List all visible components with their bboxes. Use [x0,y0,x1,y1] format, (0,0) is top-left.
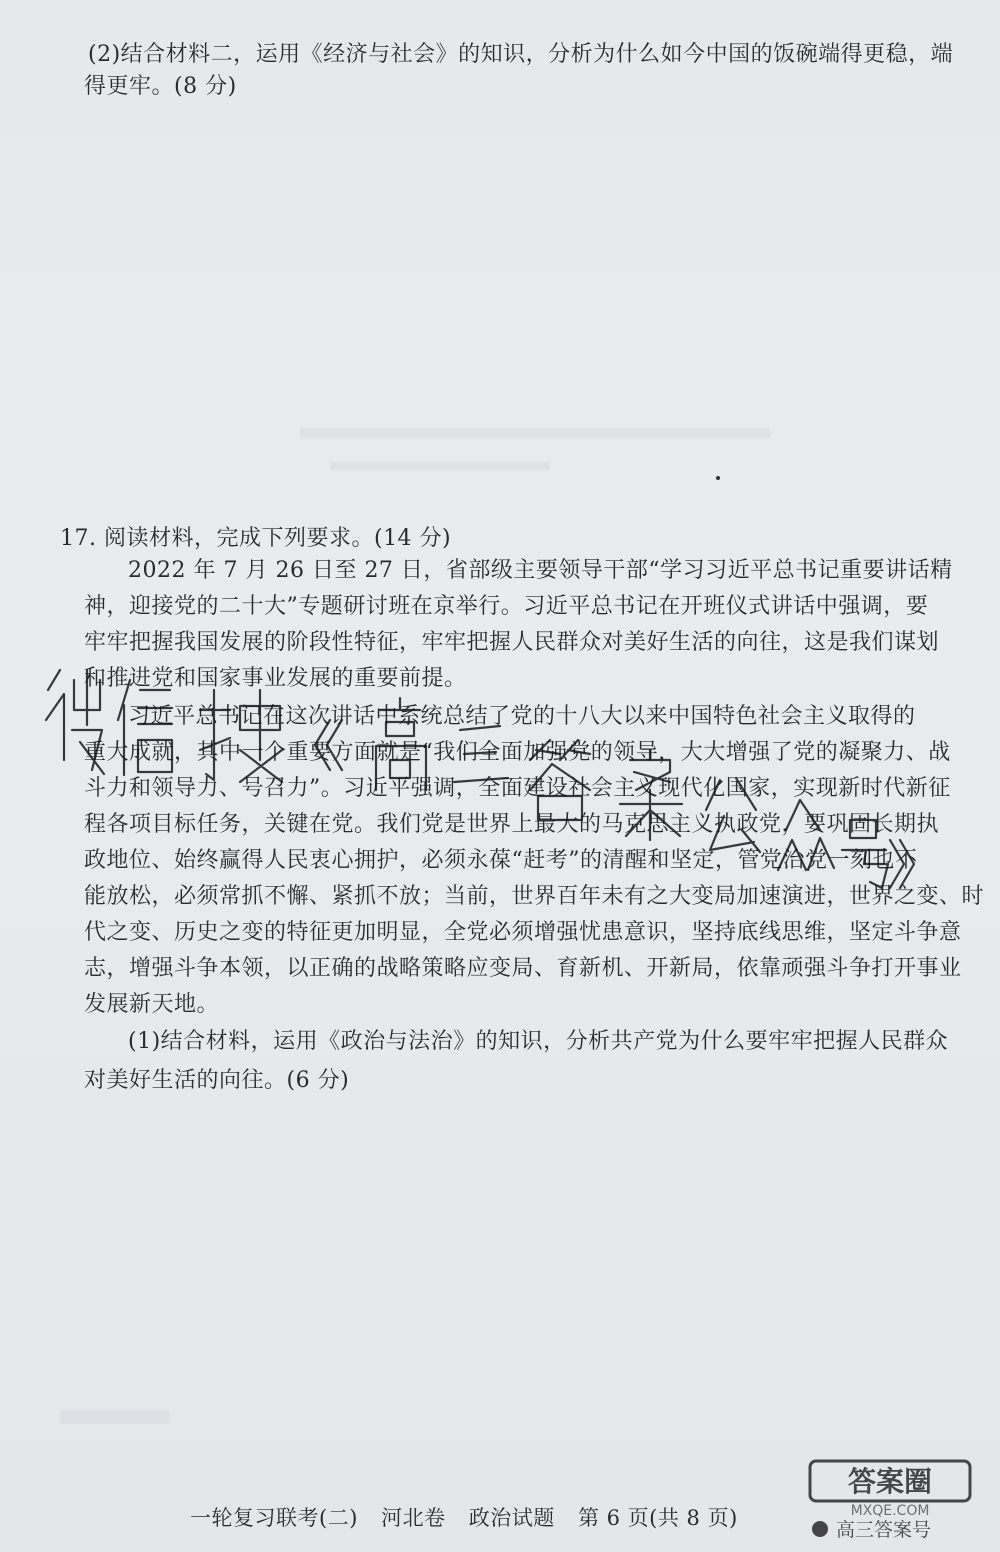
material-paragraph2-line: 志，增强斗争本领，以正确的战略策略应变局、育新机、开新局，依靠顽强斗争打开事业 [84,956,962,981]
question-17-heading: 17. 阅读材料，完成下列要求。(14 分) [60,526,452,551]
footer-subject: 政治试题 [468,1506,555,1530]
ink-dot [716,476,720,480]
material-paragraph2-line: 习近平总书记在这次讲话中系统总结了党的十八大以来中国特色社会主义取得的 [128,704,916,729]
question-17-part1-line2: 对美好生活的向往。(6 分) [84,1068,350,1093]
material-paragraph2-line: 重大成就，其中一个重要方面就是“我们全面加强党的领导，大大增强了党的凝聚力、战 [84,740,951,765]
question-16-part2-line2: 得更牢。(8 分) [84,74,237,99]
footer-page-number: 第 6 页(共 8 页) [577,1506,738,1530]
material-paragraph2-line: 政地位、始终赢得人民衷心拥护，必须永葆“赶考”的清醒和坚定，管党治党一刻也不 [84,848,918,873]
show-through-smudge [330,462,550,470]
material-paragraph1-line: 神，迎接党的二十大”专题研讨班在京举行。习近平总书记在开班仪式讲话中强调，要 [84,594,929,619]
corner-watermark-logo [800,1455,990,1545]
material-paragraph2-line: 程各项目标任务，关键在党。我们党是世界上最大的马克思主义执政党，要巩固长期执 [84,812,940,837]
material-paragraph1-line: 2022 年 7 月 26 日至 27 日，省部级主要领导干部“学习习近平总书记重要讲话精 [128,558,953,583]
material-paragraph2-line: 发展新天地。 [84,992,220,1017]
material-paragraph1-line: 牢牢把握我国发展的阶段性特征，牢牢把握人民群众对美好生活的向往，这是我们谋划 [84,630,940,655]
show-through-smudge [300,428,770,438]
question-17-part1-line1: (1)结合材料，运用《政治与法治》的知识，分析共产党为什么要牢牢把握人民群众 [128,1029,949,1054]
material-paragraph1-line: 和推进党和国家事业发展的重要前提。 [84,666,467,691]
material-paragraph2-line: 能放松，必须常抓不懈、紧抓不放；当前，世界百年未有之大变局加速演进，世界之变、时 [84,884,985,909]
question-16-part2-line1: (2)结合材料二，运用《经济与社会》的知识，分析为什么如今中国的饭碗端得更稳，端 [88,42,954,67]
corner-url-text: MXQE.COM [850,1503,930,1519]
corner-watermark-text: 高三答案号 [836,1519,932,1541]
footer-exam-name: 一轮复习联考(二) [190,1506,358,1530]
material-paragraph2-line: 斗力和领导力、号召力”。习近平强调，全面建设社会主义现代化国家，实现新时代新征 [84,776,951,801]
footer-region: 河北卷 [381,1506,446,1530]
page-footer [190,1503,754,1533]
material-paragraph2-line: 代之变、历史之变的特征更加明显，全党必须增强忧患意识，坚持底线思维，坚定斗争意 [84,920,962,945]
show-through-smudge [60,1410,170,1424]
corner-logo-text: 答案圈 [847,1465,933,1498]
